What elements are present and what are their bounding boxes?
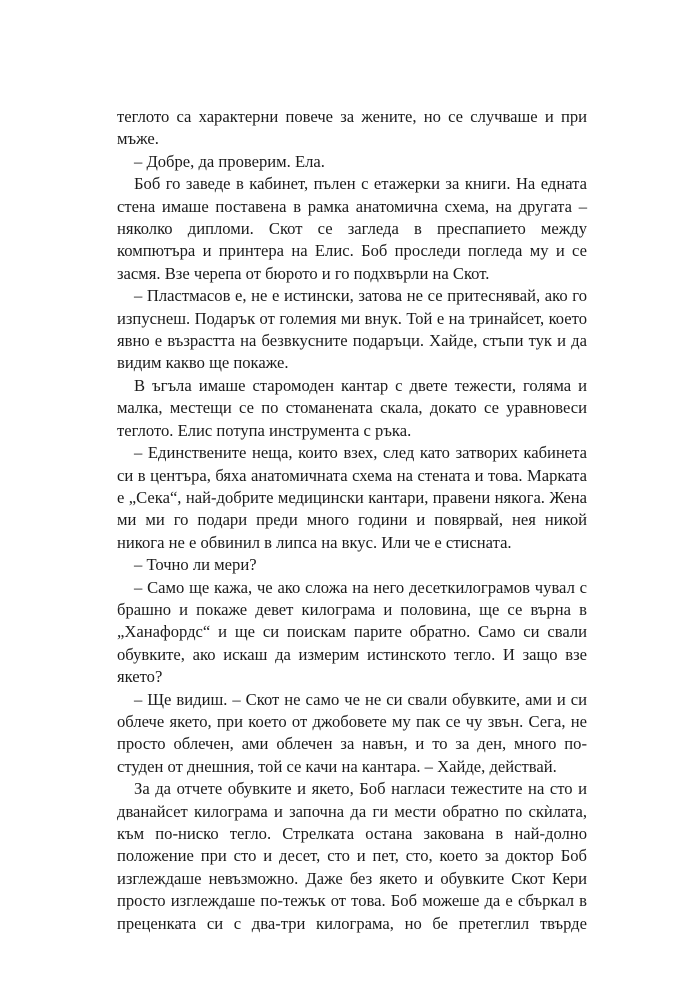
paragraph: теглото са характерни повече за жените, но се случваше и при мъже. [117,107,587,149]
paragraph: Боб го заведе в кабинет, пълен с етажерки за книги. На едната стена имаше поставена в рамка анатомична схема, на другата – няколко дипломи. Скот се загледа в преспапието между компютъра и принтера на Елис. Боб проследи погледа му и се засмя. Взе черепа от бюрото и го подхвърли на Скот. [117,174,587,283]
paragraph: – Пластмасов е, не е истински, затова не се притеснявай, ако го изпуснеш. Подарък от големия ми внук. Той е на тринайсет, което явно е възрастта на безвкусните подаръци. Хайде, стъпи тук и да видим какво ще покаже. [117,286,587,373]
paragraph: – Само ще кажа, че ако сложа на него десеткилограмов чувал с брашно и покаже девет килограма и половина, ще се върна в „Ханафордс“ и ще си поискам парите обратно. Само си свали обувките, ако искаш да измерим истинското тегло. И защо взе якето? [117,577,587,687]
paragraph: – Точно ли мери? [134,555,257,575]
paragraph: В ъгъла имаше старомоден кантар с двете тежести, голяма и малка, местещи се по стоманената скала, докато се уравновеси теглото. Елис потупа инструмента с ръка. [117,375,587,440]
paragraph: За да отчете обувките и якето, Боб нагласи тежестите на сто и дванайсет килограма и започна да ги мести обратно по скѝлата, към по-ниско тегло. Стрелката остана закована в най-долно положение при сто и десет, сто и пет, сто, което за доктор Боб изглеждаше невъзможно. Даже без якето и обувките Скот Кери просто изглеждаше по-тежък от това. Боб можеше да е сбъркал в преценката си с два-три килограма, но бе претеглил твърде [117,779,587,933]
paragraph: – Единствените неща, които взех, след като затворих кабинета си в центъра, бяха анатомичната схема на стената и това. Марката е „Сека“, най-добрите медицински кантари, правени някога. Жена ми ми го подари преди много години и повярвай, нея никой никога не е обвинил в липса на вкус. Или че е стисната. [117,443,587,552]
page-text [117,106,587,935]
paragraph: – Ще видиш. – Скот не само че не си свали обувките, ами и си облече якето, при което от джобовете му пак се чу звън. Сега, не просто облечен, ами облечен за навън, и то за ден, много по-студен от днешния, той се качи на кантара. – Хайде, действай. [117,689,587,776]
paragraph: – Добре, да проверим. Ела. [134,151,325,171]
